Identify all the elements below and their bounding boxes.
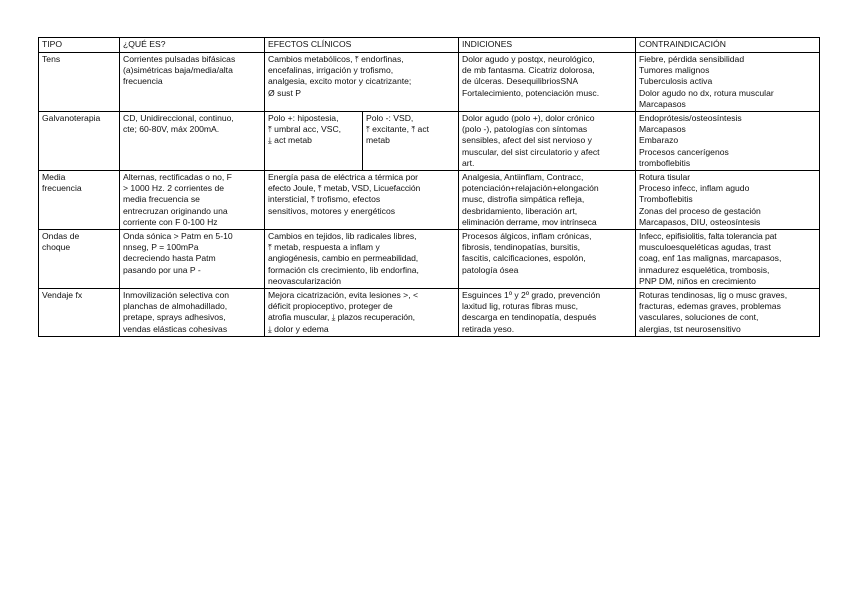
table-row-ondas-de-choque <box>39 230 820 289</box>
cell-indicaciones: Dolor agudo (polo +), dolor crónico (polo -), patologías con síntomas sensibles, afect del sist nervioso y muscular, del sist circulatorio y afect art. <box>459 112 636 171</box>
cell-polo-positivo: Polo +: hipostesia, ⤒ umbral acc, VSC, ⤓ act metab <box>265 112 363 171</box>
cell-contraindicacion: Roturas tendinosas, lig o musc graves, fracturas, edemas graves, problemas vasculares, soluciones de cont, alergias, tst neurosensitivo <box>636 289 820 337</box>
cell-contraindicacion: Fiebre, pérdida sensibilidad Tumores malignos Tuberculosis activa Dolor agudo no dx, rotura muscular Marcapasos <box>636 53 820 112</box>
cell-tipo: Tens <box>39 53 120 112</box>
cell-tipo: Ondas de choque <box>39 230 120 289</box>
cell-efectos: Mejora cicatrización, evita lesiones >, < déficit propioceptivo, proteger de atrofia muscular, ⤓ plazos recuperación, ⤓ dolor y edema <box>265 289 459 337</box>
cell-polo-negativo: Polo -: VSD, ⤒ excitante, ⤒ act metab <box>363 112 459 171</box>
header-tipo: TIPO <box>39 38 120 53</box>
table-row-media-frecuencia <box>39 171 820 230</box>
cell-contraindicacion: Rotura tisular Proceso infecc, inflam agudo Tromboflebitis Zonas del proceso de gestación Marcapasos, DIU, osteosíntesis <box>636 171 820 230</box>
cell-tipo: Vendaje fx <box>39 289 120 337</box>
header-row <box>39 38 820 53</box>
table-row-vendaje-fx <box>39 289 820 337</box>
cell-indicaciones: Procesos álgicos, inflam crónicas, fibrosis, tendinopatías, bursitis, fascitis, calcificaciones, espolón, patología ósea <box>459 230 636 289</box>
cell-que-es: Onda sónica > Patm en 5-10 nnseg, P = 100mPa decreciendo hasta Patm pasando por una P - <box>120 230 265 289</box>
header-efectos: EFECTOS CLÍNICOS <box>265 38 459 53</box>
table-row-galvanoterapia <box>39 112 820 171</box>
cell-efectos: Energía pasa de eléctrica a térmica por efecto Joule, ⤒ metab, VSD, Licuefacción intersticial, ⤒ trofismo, efectos sensitivos, motores y energéticos <box>265 171 459 230</box>
table-row-tens <box>39 53 820 112</box>
header-indicaciones: INDICIONES <box>459 38 636 53</box>
cell-que-es: Alternas, rectificadas o no, F > 1000 Hz. 2 corrientes de media frecuencia se entrecruzan originando una corriente con F 0-100 Hz <box>120 171 265 230</box>
cell-que-es: CD, Unidireccional, continuo, cte; 60-80V, máx 200mA. <box>120 112 265 171</box>
cell-indicaciones: Esguinces 1º y 2º grado, prevención laxitud lig, roturas fibras musc, descarga en tendinopatía, después retirada yeso. <box>459 289 636 337</box>
therapy-table <box>38 37 820 337</box>
cell-indicaciones: Dolor agudo y postqx, neurológico, de mb fantasma. Cicatriz dolorosa, de úlceras. DesequilibriosSNA Fortalecimiento, potenciación musc. <box>459 53 636 112</box>
cell-tipo: Media frecuencia <box>39 171 120 230</box>
cell-indicaciones: Analgesia, Antiinflam, Contracc, potenciación+relajación+elongación musc, distrofia simpática refleja, desbridamiento, liberación art, eliminación derrame, mov intrínseca <box>459 171 636 230</box>
cell-que-es: Inmovilización selectiva con planchas de almohadillado, pretape, sprays adhesivos, vendas elásticas cohesivas <box>120 289 265 337</box>
cell-contraindicacion: Endoprótesis/osteosíntesis Marcapasos Embarazo Procesos cancerígenos tromboflebitis <box>636 112 820 171</box>
cell-tipo: Galvanoterapia <box>39 112 120 171</box>
cell-efectos: Cambios en tejidos, lib radicales libres, ⤒ metab, respuesta a inflam y angiogénesis, cambio en permeabilidad, formación cls crecimiento, lib endorfina, neovascularización <box>265 230 459 289</box>
cell-que-es: Corrientes pulsadas bifásicas (a)simétricas baja/media/alta frecuencia <box>120 53 265 112</box>
cell-contraindicacion: Infecc, epifisiolitis, falta tolerancia pat musculoesqueléticas agudas, trast coag, enf 1as malignas, marcapasos, inmadurez esquelética, trombosis, PNP DM, niños en crecimiento <box>636 230 820 289</box>
header-que-es: ¿QUÉ ES? <box>120 38 265 53</box>
cell-efectos: Cambios metabólicos, ⤒ endorfinas, encefalinas, irrigación y trofismo, analgesia, excito motor y cicatrizante; Ø sust P <box>265 53 459 112</box>
header-contraindicacion: CONTRAINDICACIÓN <box>636 38 820 53</box>
